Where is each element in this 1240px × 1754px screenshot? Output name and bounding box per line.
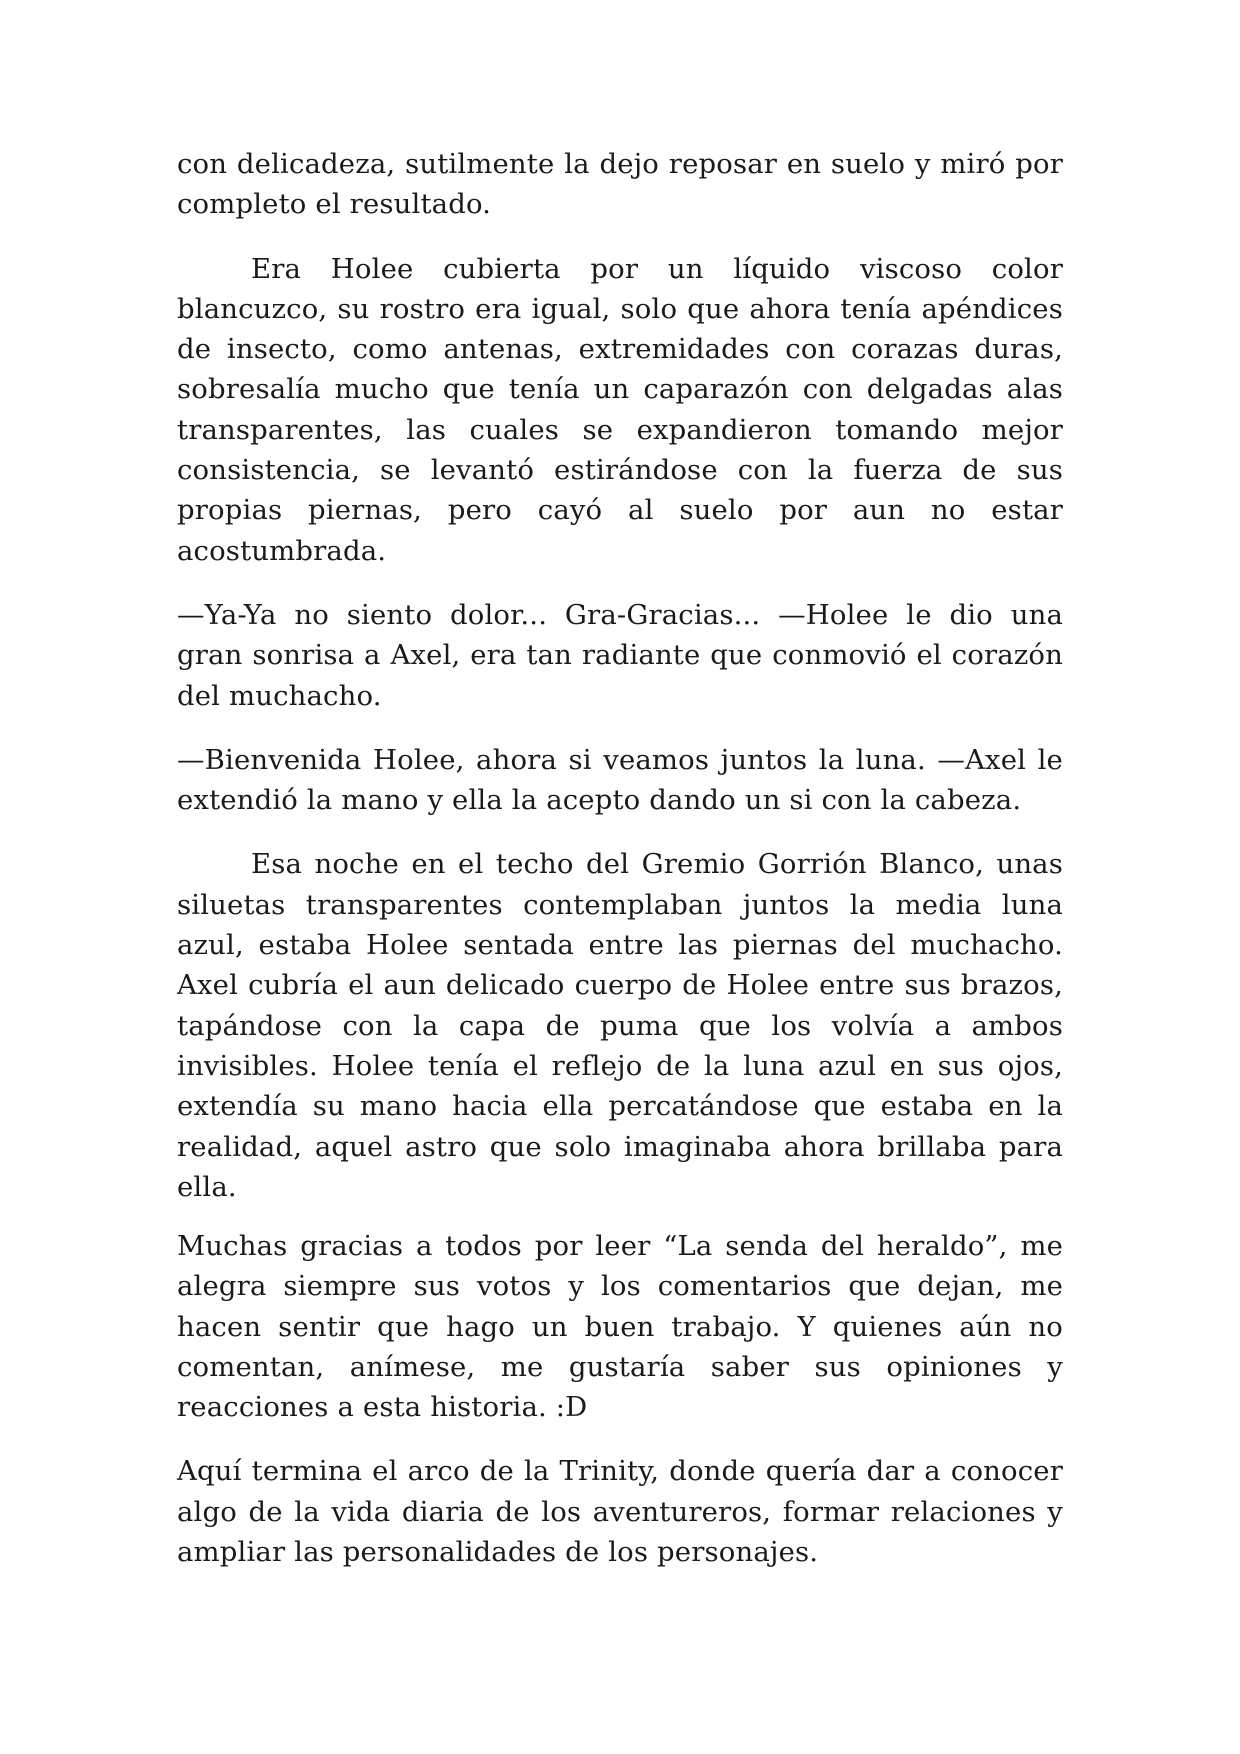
- dialogue-holee: —Ya-Ya no siento dolor... Gra-Gracias... —Holee le dio una gran sonrisa a Axel, era tan radiante que conmovió el corazón del muchacho.: [177, 598, 1063, 712]
- story-paragraph-continuation: con delicadeza, sutilmente la dejo reposar en suelo y miró por completo el resultado.: [177, 148, 1063, 221]
- story-paragraph-transformation: Era Holee cubierta por un líquido viscoso color blancuzco, su rostro era igual, solo que ahora tenía apéndices de insecto, como antenas, extremidades con corazas duras, sobresalía mucho que tenía un caparazón con delgadas alas transparentes, las cuales se expandieron tomando mejor consistencia, se levantó estirándose con la fuerza de sus propias piernas, pero cayó al suelo por aun no estar acostumbrada.: [177, 252, 1063, 567]
- story-paragraph-moon: Esa noche en el techo del Gremio Gorrión Blanco, unas siluetas transparentes contemplaban juntos la media luna azul, estaba Holee sentada entre las piernas del muchacho. Axel cubría el aun delicado cuerpo de Holee entre sus brazos, tapándose con la capa de puma que los volvía a ambos invisibles. Holee tenía el reflejo de la luna azul en sus ojos, extendía su mano hacia ella percatándose que estaba en la realidad, aquel astro que solo imaginaba ahora brillaba para ella.: [177, 848, 1063, 1203]
- story-text: [177, 144, 1063, 1231]
- author-note: [177, 1226, 1063, 1596]
- dialogue-axel: —Bienvenida Holee, ahora si veamos juntos la luna. —Axel le extendió la mano y ella la acepto dando un si con la cabeza.: [177, 743, 1063, 817]
- author-note-arc-end: Aquí termina el arco de la Trinity, donde quería dar a conocer algo de la vida diaria de los aventureros, formar relaciones y ampliar las personalidades de los personajes.: [177, 1455, 1063, 1569]
- author-note-thanks: Muchas gracias a todos por leer “La senda del heraldo”, me alegra siempre sus votos y los comentarios que dejan, me hacen sentir que hago un buen trabajo. Y quienes aún no comentan, anímese, me gustaría saber sus opiniones y reacciones a esta historia. :D: [177, 1230, 1063, 1424]
